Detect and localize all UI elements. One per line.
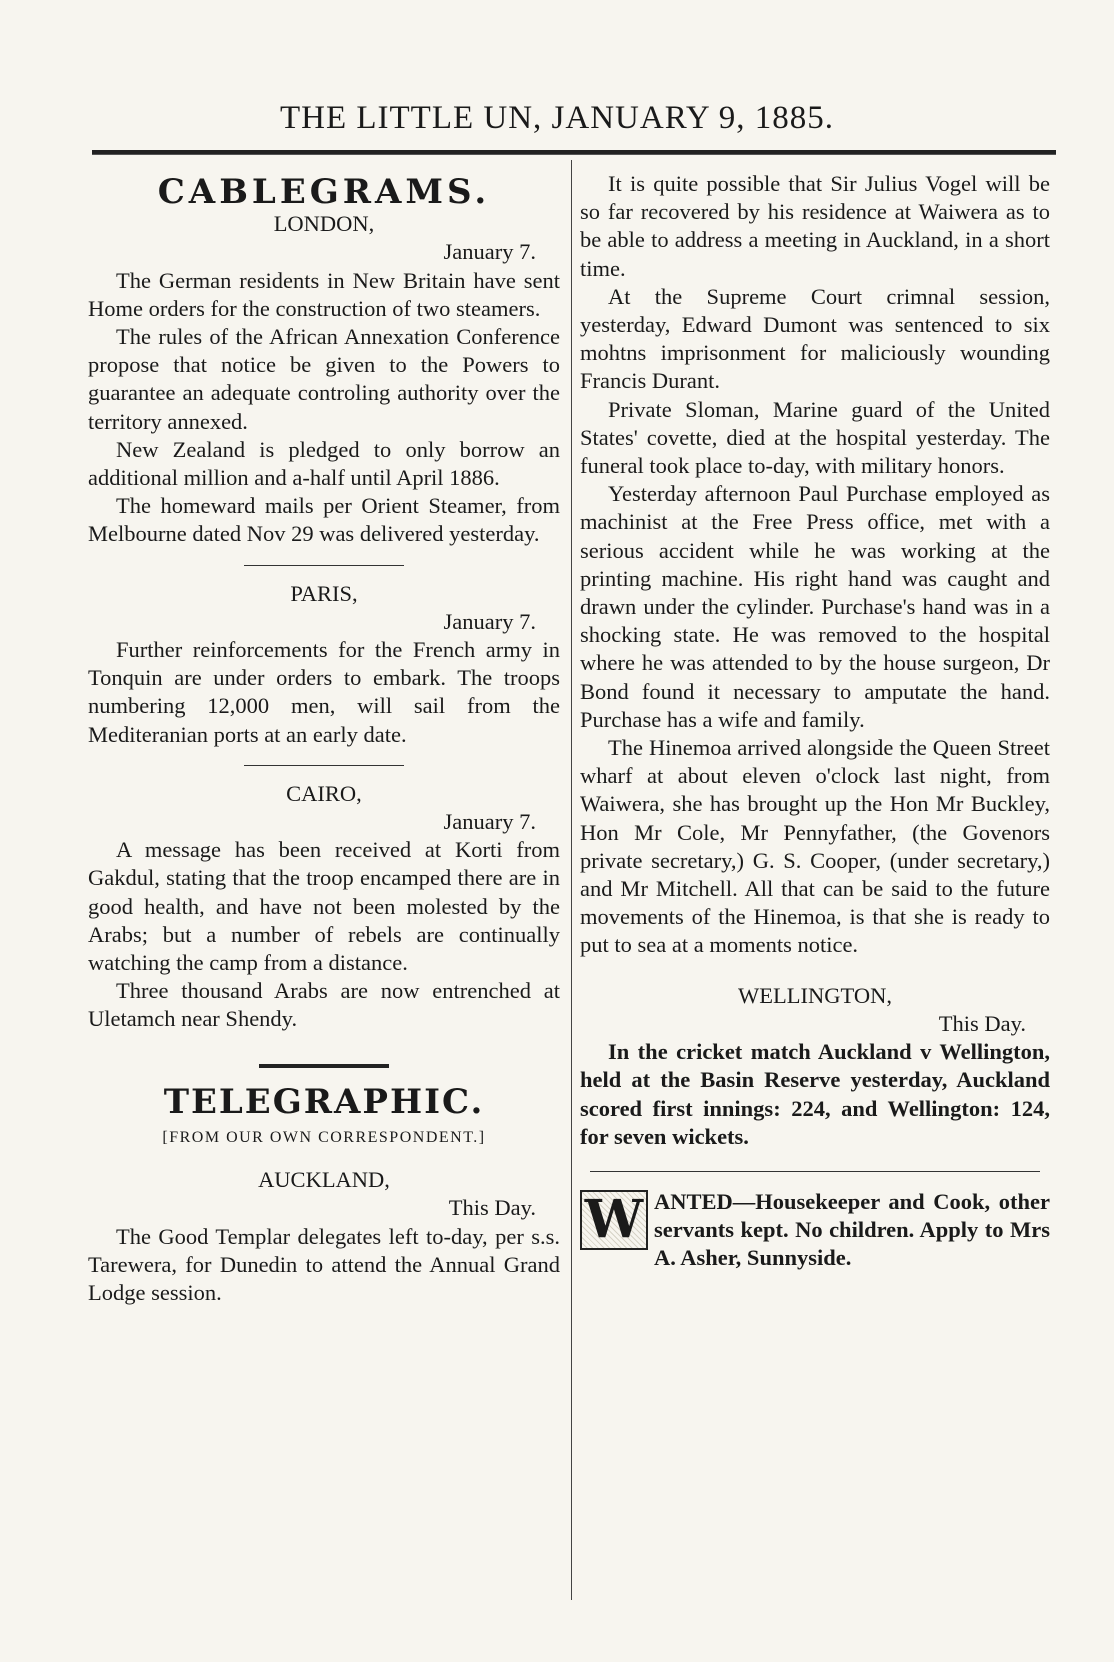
auckland-date: This Day. <box>448 1195 536 1221</box>
correspondent-note: [FROM OUR OWN CORRESPONDENT.] <box>162 1128 486 1146</box>
article-paragraph: Yesterday afternoon Paul Purchase employed as machinist at the Free Press office, met with a serious accident while he was working at the printing machine. His right hand was caught and drawn under the cylinder. Purchase's hand was in a shocking state. He was removed to the hospital where he was attended to by the house surgeon, Dr Bond found it necessary to amputate the hand. Purchase has a wife and family. <box>580 481 1050 732</box>
cablegrams-heading: CABLEGRAMS. <box>157 172 491 212</box>
article-paragraph: Three thousand Arabs are now entrenched at Uletamch near Shendy. <box>88 978 560 1032</box>
section-rule <box>244 565 404 566</box>
ornamental-drop-cap: W <box>580 1190 648 1250</box>
masthead-title: THE LITTLE UN, JANUARY 9, 1885. <box>279 100 835 136</box>
article-paragraph: The Hinemoa arrived alongside the Queen Street wharf at about eleven o'clock last night, from Waiwera, she has brought up the Hon Mr Buckley, Hon Mr Cole, Mr Pennyfather, (the Govenors private secretary,) G. S. Cooper, (under secretary,) and Mr Mitchell. All that can be said to the future movements of the Hinemoa, is that she is ready to put to sea at a moments notice. <box>580 735 1050 958</box>
ad-text: ANTED—Housekeeper and Cook, other servants kept. No children. Apply to Mrs A. Asher, Sunnyside. <box>654 1188 1050 1271</box>
paris-date: January 7. <box>443 608 536 634</box>
paris-place: PARIS, <box>290 580 358 606</box>
masthead-rule <box>92 150 1056 155</box>
article-paragraph: The German residents in New Britain have sent Home orders for the construction of two steamers. <box>88 267 560 321</box>
cairo-date: January 7. <box>443 809 536 835</box>
article-paragraph: A message has been received at Korti from Gakdul, stating that the troop encamped there are in good health, and have not been molested by the Arabs; but a number of rebels are continually watching the camp from a distance. <box>88 837 560 976</box>
article-paragraph: At the Supreme Court crimnal session, yesterday, Edward Dumont was sentenced to six mohtns imprisonment for maliciously wounding Francis Durant. <box>580 283 1050 394</box>
article-paragraph: Further reinforcements for the French army in Tonquin are under orders to embark. The troops numbering 12,000 men, will sail from the Mediteranian ports at an early date. <box>88 637 560 747</box>
article-paragraph: Private Sloman, Marine guard of the United States' covette, died at the hospital yesterday. The funeral took place to-day, with military honors. <box>580 396 1050 479</box>
wellington-date: This Day. <box>938 1010 1026 1036</box>
right-column <box>580 170 1050 1273</box>
section-thick-rule <box>259 1064 389 1068</box>
article-paragraph: The Good Templar delegates left to-day, per s.s. Tarewera, for Dunedin to attend the Annual Grand Lodge session. <box>88 1223 560 1305</box>
auckland-place: AUCKLAND, <box>258 1167 390 1193</box>
article-paragraph: The rules of the African Annexation Conference propose that notice be given to the Powers to guarantee an adequate controling authority over the territory annexed. <box>88 324 560 434</box>
article-paragraph: In the cricket match Auckland v Wellington, held at the Basin Reserve yesterday, Auckland scored first innings: 224, and Wellington: 124, for seven wickets. <box>580 1039 1050 1149</box>
wellington-place: WELLINGTON, <box>738 982 892 1008</box>
column-divider <box>571 160 572 1600</box>
london-date: January 7. <box>443 239 536 265</box>
cairo-place: CAIRO, <box>286 780 362 806</box>
wanted-advertisement <box>580 1188 1050 1273</box>
article-paragraph: New Zealand is pledged to only borrow an additional million and a-half until April 1886. <box>88 436 560 491</box>
left-column <box>88 170 560 1307</box>
section-rule <box>590 1171 1040 1172</box>
telegraphic-heading: TELEGRAPHIC. <box>163 1081 485 1122</box>
london-place: LONDON, <box>273 211 375 237</box>
section-rule <box>244 765 404 766</box>
article-paragraph: The homeward mails per Orient Steamer, from Melbourne dated Nov 29 was delivered yesterday. <box>88 493 560 547</box>
article-paragraph: It is quite possible that Sir Julius Vogel will be so far recovered by his residence at Waiwera as to be able to address a meeting in Auckland, in a short time. <box>580 171 1050 281</box>
